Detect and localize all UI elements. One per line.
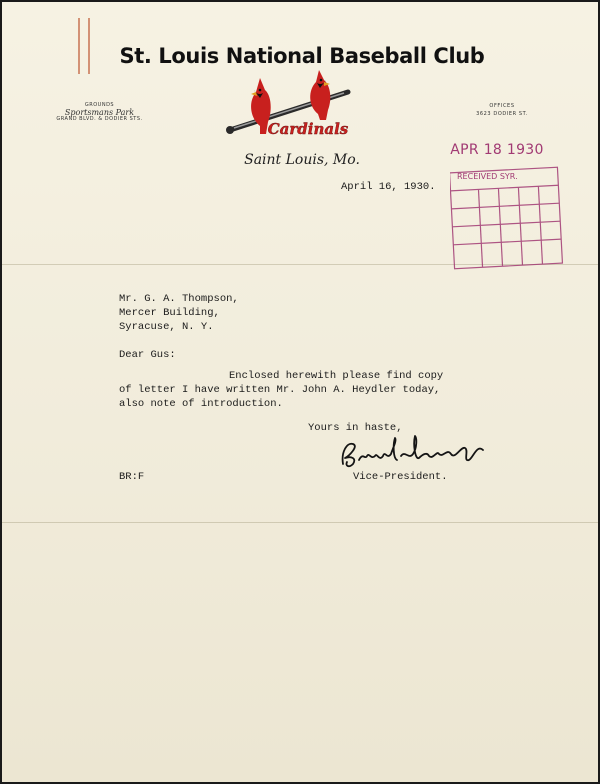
offices-label: OFFICES: [489, 103, 515, 109]
offices-block: [447, 102, 557, 118]
salutation: Dear Gus:: [119, 349, 176, 361]
grounds-block: [52, 102, 147, 123]
handwritten-signature: [337, 434, 497, 474]
letter-date: April 16, 1930.: [341, 181, 436, 193]
grounds-address: GRAND BLVD. & DODIER STS.: [56, 116, 143, 122]
letterhead-city: Saint Louis, Mo.: [244, 152, 360, 168]
paper-fold: [2, 522, 598, 523]
grounds-label: GROUNDS: [84, 102, 115, 108]
recipient-building: Mercer Building,: [119, 307, 220, 319]
recipient-city: Syracuse, N. Y.: [119, 321, 214, 333]
body-line: Enclosed herewith please find copy: [229, 370, 444, 382]
signer-title: Vice-President.: [353, 471, 448, 483]
body-line: also note of introduction.: [119, 398, 283, 410]
body-line: of letter I have written Mr. John A. Heydler today,: [119, 384, 441, 396]
closing: Yours in haste,: [308, 422, 403, 434]
received-stamp-grid: [450, 142, 570, 272]
offices-address: 3623 DODIER ST.: [476, 111, 528, 117]
club-name: St. Louis National Baseball Club: [119, 44, 485, 68]
cardinals-wordmark: Cardinals: [267, 120, 349, 138]
cardinals-logo: [220, 68, 360, 148]
received-stamp-label: RECEIVED SYR.: [457, 172, 518, 181]
cardinal-bird-icon: [310, 70, 330, 120]
typist-initials: BR:F: [119, 471, 145, 483]
received-stamp-date: APR 18 1930: [450, 142, 544, 158]
grounds-park: Sportsmans Park: [64, 108, 135, 117]
recipient-name: Mr. G. A. Thompson,: [119, 293, 239, 305]
